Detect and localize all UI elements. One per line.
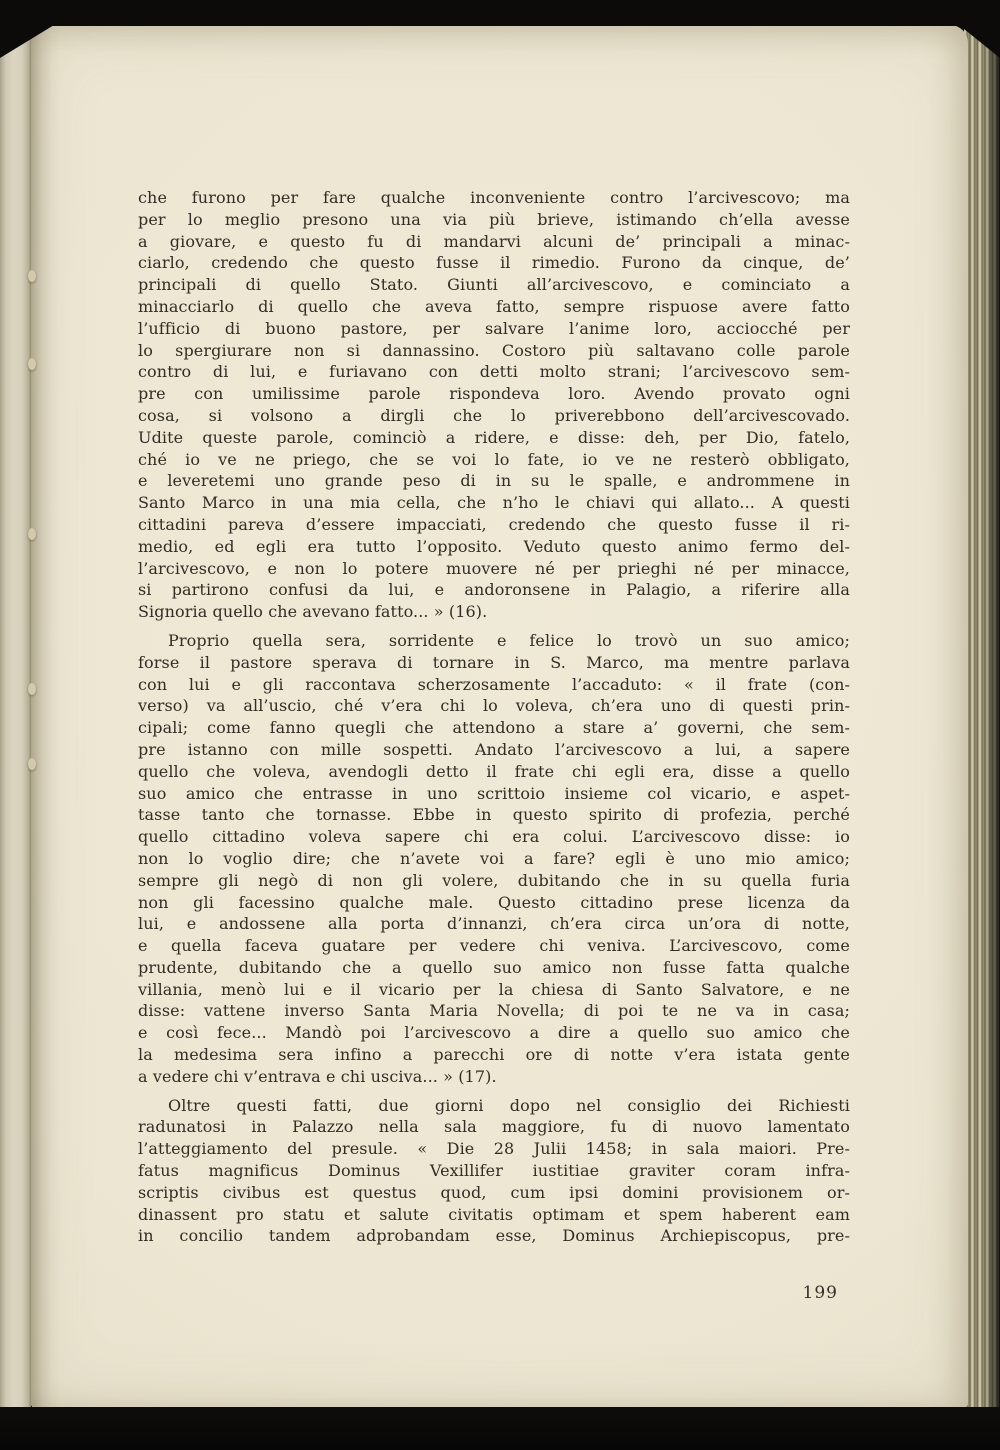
- page-number: 199: [802, 1283, 838, 1303]
- text-line: contro di lui, e furiavano con detti molto strani; l’arcivescovo sem-: [138, 362, 850, 382]
- gutter-shadow: [31, 25, 61, 1408]
- stitch-mark: [28, 758, 36, 770]
- text-line: suo amico che entrasse in uno scrittoio insieme col vicario, e aspet-: [138, 783, 850, 803]
- text-line: quello cittadino voleva sapere chi era colui. L’arcivescovo disse: io: [138, 827, 850, 847]
- text-line: e quella faceva guatare per vedere chi veniva. L’arcivescovo, come: [138, 936, 850, 956]
- text-line: dinassent pro statu et salute civitatis optimam et spem haberent eam: [138, 1204, 850, 1224]
- text-line: l’ufficio di buono pastore, per salvare l’anime loro, acciocché per: [138, 318, 850, 338]
- book-page: [31, 25, 968, 1408]
- text-line: pre con umilissime parole rispondeva loro. Avendo provato ogni: [138, 384, 850, 404]
- stitch-mark: [28, 358, 36, 370]
- text-line: forse il pastore sperava di tornare in S. Marco, ma mentre parlava: [138, 652, 850, 672]
- text-line: Oltre questi fatti, due giorni dopo nel consiglio dei Richiesti: [168, 1095, 850, 1115]
- text-line: medio, ed egli era tutto l’opposito. Veduto questo animo fermo del-: [138, 536, 850, 556]
- text-line: ciarlo, credendo che questo fusse il rimedio. Furono da cinque, de’: [138, 253, 850, 273]
- text-line: Proprio quella sera, sorridente e felice lo trovò un suo amico;: [168, 630, 850, 650]
- text-line: pre istanno con mille sospetti. Andato l’arcivescovo a lui, a sapere: [138, 739, 850, 759]
- text-line: scriptis civibus est questus quod, cum ipsi domini provisionem or-: [138, 1182, 850, 1202]
- text-line: Santo Marco in una mia cella, che n’ho le chiavi qui allato... A questi: [138, 493, 850, 513]
- text-line: Udite queste parole, cominciò a ridere, e disse: deh, per Dio, fatelo,: [138, 427, 850, 447]
- text-line: l’atteggiamento del presule. « Die 28 Julii 1458; in sala maiori. Pre-: [138, 1139, 850, 1159]
- text-line: non lo voglio dire; che n’avete voi a fare? egli è uno mio amico;: [138, 848, 850, 868]
- text-line: cosa, si volsono a dirgli che lo priverebbono dell’arcivescovado.: [138, 405, 850, 425]
- text-line: lui, e andossene alla porta d’innanzi, ch’era circa un’ora di notte,: [138, 914, 850, 934]
- text-line: con lui e gli raccontava scherzosamente l’accaduto: « il frate (con-: [138, 674, 850, 694]
- text-line: radunatosi in Palazzo nella sala maggiore, fu di nuovo lamentato: [138, 1117, 850, 1137]
- paragraph: [138, 187, 850, 623]
- text-line: per lo meglio presono una via più brieve, istimando ch’ella avesse: [138, 209, 850, 229]
- text-line: e leveretemi uno grande peso di in su le spalle, e andrommene in: [138, 471, 850, 491]
- paragraph: [138, 630, 850, 1088]
- page-edge-stack: [964, 28, 1000, 1409]
- photo-border-top: [0, 0, 1000, 26]
- paragraph: [138, 1095, 850, 1248]
- text-line: sempre gli negò di non gli volere, dubitando che in su quella furia: [138, 870, 850, 890]
- text-line: a vedere chi v’entrava e chi usciva... » (17).: [138, 1066, 497, 1086]
- text-line: che furono per fare qualche inconveniente contro l’arcivescovo; ma: [138, 188, 850, 207]
- stitch-mark: [28, 683, 36, 695]
- stitch-mark: [28, 528, 36, 540]
- text-line: villania, menò lui e il vicario per la chiesa di Santo Salvatore, e ne: [138, 979, 850, 999]
- text-line: disse: vattene inverso Santa Maria Novella; di poi te ne va in casa;: [138, 1001, 850, 1021]
- stitch-mark: [28, 270, 36, 282]
- text-line: l’arcivescovo, e non lo potere muovere né per prieghi né per minacce,: [138, 558, 850, 578]
- text-line: ché io ve ne priego, che se voi lo fate, io ve ne resterò obbligato,: [138, 449, 850, 469]
- text-line: fatus magnificus Dominus Vexillifer iustitiae graviter coram infra-: [138, 1161, 850, 1181]
- text-line: quello che voleva, avendogli detto il frate chi egli era, disse a quello: [138, 761, 850, 781]
- text-line: minacciarlo di quello che aveva fatto, sempre rispuose avere fatto: [138, 296, 850, 316]
- text-line: in concilio tandem adprobandam esse, Dominus Archiepiscopus, pre-: [138, 1226, 850, 1246]
- text-line: prudente, dubitando che a quello suo amico non fusse fatta qualche: [138, 957, 850, 977]
- text-line: lo spergiurare non si dannassino. Costoro più saltavano colle parole: [138, 340, 850, 360]
- text-line: non gli facessino qualche male. Questo cittadino prese licenza da: [138, 892, 850, 912]
- text-line: si partirono confusi da lui, e andoronsene in Palagio, a riferire alla: [138, 580, 850, 600]
- text-line: Signoria quello che avevano fatto... » (16).: [138, 602, 488, 622]
- text-line: verso) va all’uscio, ché v’era chi lo voleva, ch’era uno di questi prin-: [138, 696, 850, 716]
- photo-border-bottom: [0, 1407, 1000, 1450]
- text-line: la medesima sera infino a parecchi ore di notte v’era istata gente: [138, 1045, 850, 1065]
- text-line: a giovare, e questo fu di mandarvi alcuni de’ principali a minac-: [138, 231, 850, 251]
- text-line: e così fece... Mandò poi l’arcivescovo a dire a quello suo amico che: [138, 1023, 850, 1043]
- text-line: cittadini pareva d’essere impacciati, credendo che questo fusse il ri-: [138, 514, 850, 534]
- facing-page-edge: [0, 32, 31, 1412]
- text-block: [138, 187, 850, 1247]
- text-line: principali di quello Stato. Giunti all’arcivescovo, e cominciato a: [138, 275, 850, 295]
- text-line: tasse tanto che tornasse. Ebbe in questo spirito di profezia, perché: [138, 805, 850, 825]
- text-line: cipali; come fanno quegli che attendono a stare a’ governi, che sem-: [138, 718, 850, 738]
